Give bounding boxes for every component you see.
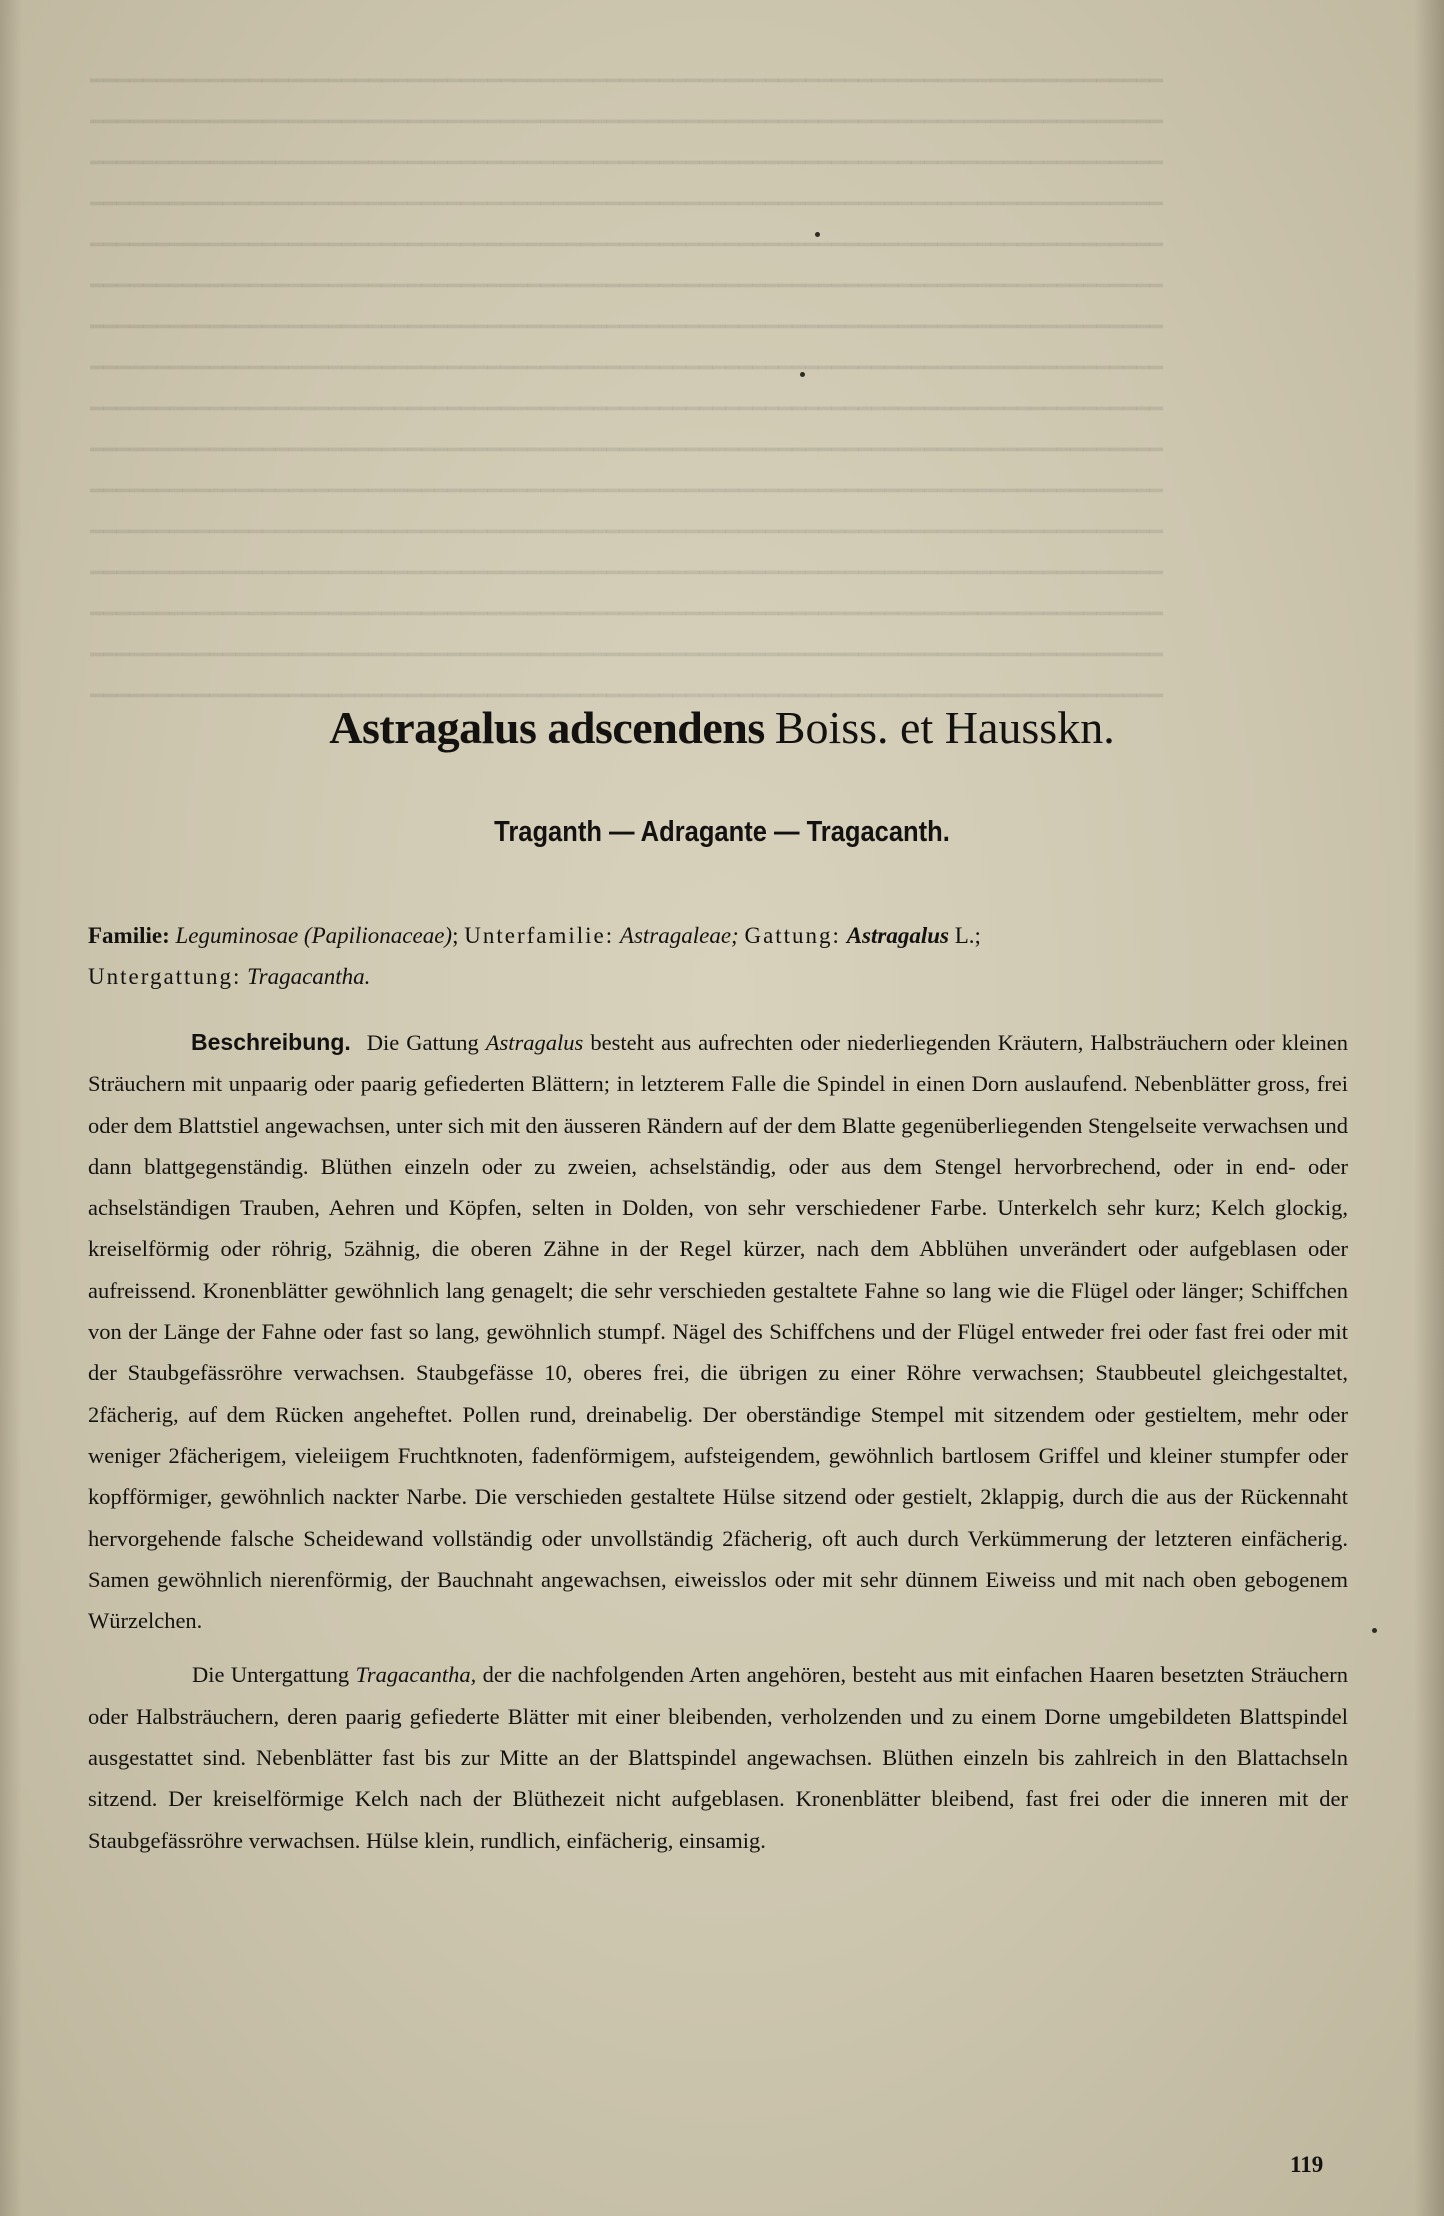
description-paragraph-subgenus xyxy=(88,1654,1348,1860)
subgenus-intro: Die Untergattung xyxy=(192,1662,350,1688)
gattung-value: Astragalus xyxy=(846,923,949,948)
species-author: Boiss. et Hausskn. xyxy=(774,702,1115,753)
subgenus-name: Tragacantha, xyxy=(355,1662,477,1688)
description-paragraph-genus xyxy=(88,1022,1348,1641)
untergattung-label: Untergattung: xyxy=(88,964,242,989)
page-edge-shadow-right xyxy=(1414,0,1444,2216)
species-name: Astragalus adscendens xyxy=(329,702,765,753)
gattung-label: Gattung: xyxy=(744,923,841,948)
description-body xyxy=(88,1022,1348,1861)
taxonomy-block: Familie: Leguminosae (Papilionaceae); Unterfamilie: Astragaleae; Gattung: Astragalus L.; Untergattung: Tragacantha. xyxy=(88,923,981,989)
common-names: Traganth — Adragante — Tragacanth. xyxy=(494,816,950,848)
genus-intro: Die Gattung xyxy=(366,1030,479,1055)
description-heading: Beschreibung. xyxy=(191,1029,351,1055)
gattung-author: L.; xyxy=(954,923,981,948)
print-speck xyxy=(1372,1628,1377,1633)
familie-label: Familie: xyxy=(88,923,170,948)
print-speck xyxy=(815,232,820,237)
subgenus-description: der die nachfolgenden Arten angehören, besteht aus mit einfachen Haaren besetzten Sträuchern oder Halbsträuchern, deren paarig gefiederte Blätter mit einer bleibenden, verholzenden und zu einem Dorne umgebildeten Blattspindel ausgestattet sind. Nebenblätter fast bis zur Mitte an der Blattspindel angewachsen. Blüthen einzeln bis zahlreich in den Blattachseln sitzend. Der kreiselförmige Kelch nach der Blüthezeit nicht aufgeblasen. Kronenblätter bleibend, fast frei oder die inneren mit der Staubgefässröhre verwachsen. Hülse klein, rundlich, einfächerig, einsamig. xyxy=(88,1662,1349,1853)
page-number: 119 xyxy=(1290,2152,1324,2177)
familie-paren: (Papilionaceae) xyxy=(303,923,453,948)
unterfamilie-value: Astragaleae; xyxy=(619,923,739,948)
genus-name: Astragalus xyxy=(485,1030,584,1055)
untergattung-value: Tragacantha. xyxy=(247,964,371,989)
print-speck xyxy=(800,372,805,377)
genus-description: besteht aus aufrechten oder niederliegenden Kräutern, Halbsträuchern oder kleinen Sträuchern mit unpaarig oder paarig gefiederten Blättern; in letzterem Falle die Spindel in einen Dorn auslaufend. Nebenblätter gross, frei oder dem Blattstiel angewachsen, unter sich mit den äusseren Rändern auf der dem Blatte gegenüberliegenden Stengelseite verwachsen und dann blattgegenständig. Blüthen einzeln oder zu zweien, achselständig, oder aus dem Stengel hervorbrechend, oder in end- oder achselständigen Trauben, Aehren und Köpfen, selten in Dolden, von sehr verschiedener Farbe. Unterkelch sehr kurz; Kelch glockig, kreiselförmig oder röhrig, 5zähnig, die oberen Zähne in der Regel kürzer, nach dem Abblühen unverändert oder aufgeblasen oder aufreissend. Kronenblätter gewöhnlich lang genagelt; die sehr verschieden gestaltete Fahne so lang wie die Flügel oder länger; Schiffchen von der Länge der Fahne oder fast so lang, gewöhnlich stumpf. Nägel des Schiffchens und der Flügel entweder frei oder fast frei oder mit der Staubgefässröhre verwachsen. Staubgefässe 10, oberes frei, die übrigen zu einer Röhre verwachsen; Staubbeutel gleichgestaltet, 2fächerig, auf dem Rücken angeheftet. Pollen rund, dreinabelig. Der oberständige Stempel mit sitzendem oder gestieltem, mehr oder weniger 2fächerigem, vieleiigem Fruchtknoten, fadenförmigem, aufsteigendem, gewöhnlich bartlosem Griffel und kleiner stumpfer oder kopfförmiger, gewöhnlich nackter Narbe. Die verschieden gestaltete Hülse sitzend oder gestielt, 2klappig, durch die aus der Rückennaht hervorgehende falsche Scheidewand vollständig oder unvollständig 2fächerig, oft auch durch Verkümmerung der letzteren einfächerig. Samen gewöhnlich nierenförmig, der Bauchnaht angewachsen, eiweisslos oder mit sehr dünnem Eiweiss und mit nach oben gebogenem Würzelchen. xyxy=(88,1030,1349,1634)
unterfamilie-label: Unterfamilie: xyxy=(464,923,615,948)
page-edge-shadow-left xyxy=(0,0,22,2216)
species-title xyxy=(0,700,1444,756)
show-through-texture: ━━━━━━━━━━━━━━━━━━━━━━━━━━━━━━━━━━━━━━━━━━━━━━━━━━━━━━━━━━━━━━━━━━━━━━━━━━━━━━━━━ ━━━━━━━━━━━━━━━━━━━━━━━━━━━━━━━━━━━━━━━━━━━━━━━━━━━━━━━━━━━━━━━━━━━━━━━━━━━━━━━━━ ━━━━━━━━━━━━━━━━━━━━━━━━━━━━━━━━━━━━━━━━━━━━━━━━━━━━━━━━━━━━━━━━━━━━━━━━━━━━━━━━━ ━━━━━━━━━━━━━━━━━━━━━━━━━━━━━━━━━━━━━━━━━━━━━━━━━━━━━━━━━━━━━━━━━━━━━━━━━━━━━━━━━ ━━━━━━━━━━━━━━━━━━━━━━━━━━━━━━━━━━━━━━━━━━━━━━━━━━━━━━━━━━━━━━━━━━━━━━━━━━━━━━━━━ ━━━━━━━━━━━━━━━━━━━━━━━━━━━━━━━━━━━━━━━━━━━━━━━━━━━━━━━━━━━━━━━━━━━━━━━━━━━━━━━━━ ━━━━━━━━━━━━━━━━━━━━━━━━━━━━━━━━━━━━━━━━━━━━━━━━━━━━━━━━━━━━━━━━━━━━━━━━━━━━━━━━━ ━━━━━━━━━━━━━━━━━━━━━━━━━━━━━━━━━━━━━━━━━━━━━━━━━━━━━━━━━━━━━━━━━━━━━━━━━━━━━━━━━ ━━━━━━━━━━━━━━━━━━━━━━━━━━━━━━━━━━━━━━━━━━━━━━━━━━━━━━━━━━━━━━━━━━━━━━━━━━━━━━━━━ ━━━━━━━━━━━━━━━━━━━━━━━━━━━━━━━━━━━━━━━━━━━━━━━━━━━━━━━━━━━━━━━━━━━━━━━━━━━━━━━━━ ━━━━━━━━━━━━━━━━━━━━━━━━━━━━━━━━━━━━━━━━━━━━━━━━━━━━━━━━━━━━━━━━━━━━━━━━━━━━━━━━━ ━━━━━━━━━━━━━━━━━━━━━━━━━━━━━━━━━━━━━━━━━━━━━━━━━━━━━━━━━━━━━━━━━━━━━━━━━━━━━━━━━ ━━━━━━━━━━━━━━━━━━━━━━━━━━━━━━━━━━━━━━━━━━━━━━━━━━━━━━━━━━━━━━━━━━━━━━━━━━━━━━━━━ ━━━━━━━━━━━━━━━━━━━━━━━━━━━━━━━━━━━━━━━━━━━━━━━━━━━━━━━━━━━━━━━━━━━━━━━━━━━━━━━━━ ━━━━━━━━━━━━━━━━━━━━━━━━━━━━━━━━━━━━━━━━━━━━━━━━━━━━━━━━━━━━━━━━━━━━━━━━━━━━━━━━━ ━━━━━━━━━━━━━━━━━━━━━━━━━━━━━━━━━━━━━━━━━━━━━━━━━━━━━━━━━━━━━━━━━━━━━━━━━━━━━━━━━ xyxy=(90,68,1163,708)
familie-value: Leguminosae xyxy=(175,923,299,948)
